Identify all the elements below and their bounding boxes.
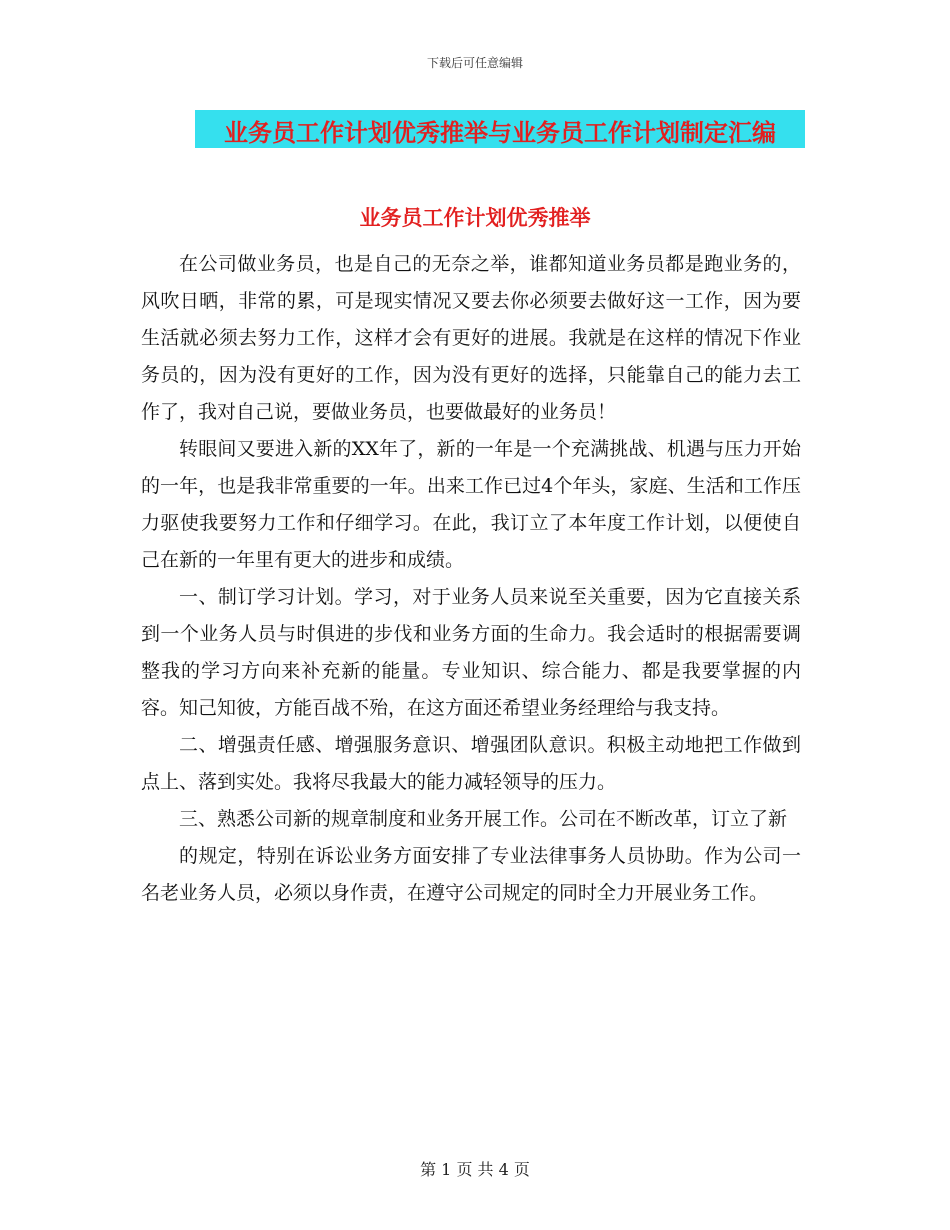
paragraph: 在公司做业务员，也是自己的无奈之举，谁都知道业务员都是跑业务的，风吹日晒，非常的累，可是现实情况又要去你必须要去做好这一工作，因为要生活就必须去努力工作，这样才会有更好的进展。我就是在这样的情况下作业务员的，因为没有更好的工作，因为没有更好的选择，只能靠自己的能力去工作了，我对自己说，要做业务员，也要做最好的业务员！ bbox=[141, 253, 801, 423]
page-number: 第 1 页 共 4 页 bbox=[420, 1160, 530, 1179]
paragraph: 的规定，特别在诉讼业务方面安排了专业法律事务人员协助。作为公司一名老业务人员，必须以身作责，在遵守公司规定的同时全力开展业务工作。 bbox=[141, 845, 801, 904]
paragraph: 三、熟悉公司新的规章制度和业务开展工作。公司在不断改革，订立了新 bbox=[179, 808, 788, 830]
header-note: 下载后可任意编辑 bbox=[426, 56, 523, 70]
document-title: 业务员工作计划优秀推举与业务员工作计划制定汇编 bbox=[224, 118, 776, 147]
paragraph: 转眼间又要进入新的XX年了，新的一年是一个充满挑战、机遇与压力开始的一年，也是我非常重要的一年。出来工作已过4个年头，家庭、生活和工作压力驱使我要努力工作和仔细学习。在此，我订立了本年度工作计划，以便使自己在新的一年里有更大的进步和成绩。 bbox=[141, 438, 801, 571]
paragraph: 一、制订学习计划。学习，对于业务人员来说至关重要，因为它直接关系到一个业务人员与时俱进的步伐和业务方面的生命力。我会适时的根据需要调整我的学习方向来补充新的能量。专业知识、综合能力、都是我要掌握的内容。知己知彼，方能百战不殆，在这方面还希望业务经理给与我支持。 bbox=[141, 586, 801, 719]
paragraph: 二、增强责任感、增强服务意识、增强团队意识。积极主动地把工作做到点上、落到实处。我将尽我最大的能力减轻领导的压力。 bbox=[141, 734, 801, 793]
section-title: 业务员工作计划优秀推举 bbox=[359, 205, 591, 230]
document-body bbox=[141, 246, 801, 912]
